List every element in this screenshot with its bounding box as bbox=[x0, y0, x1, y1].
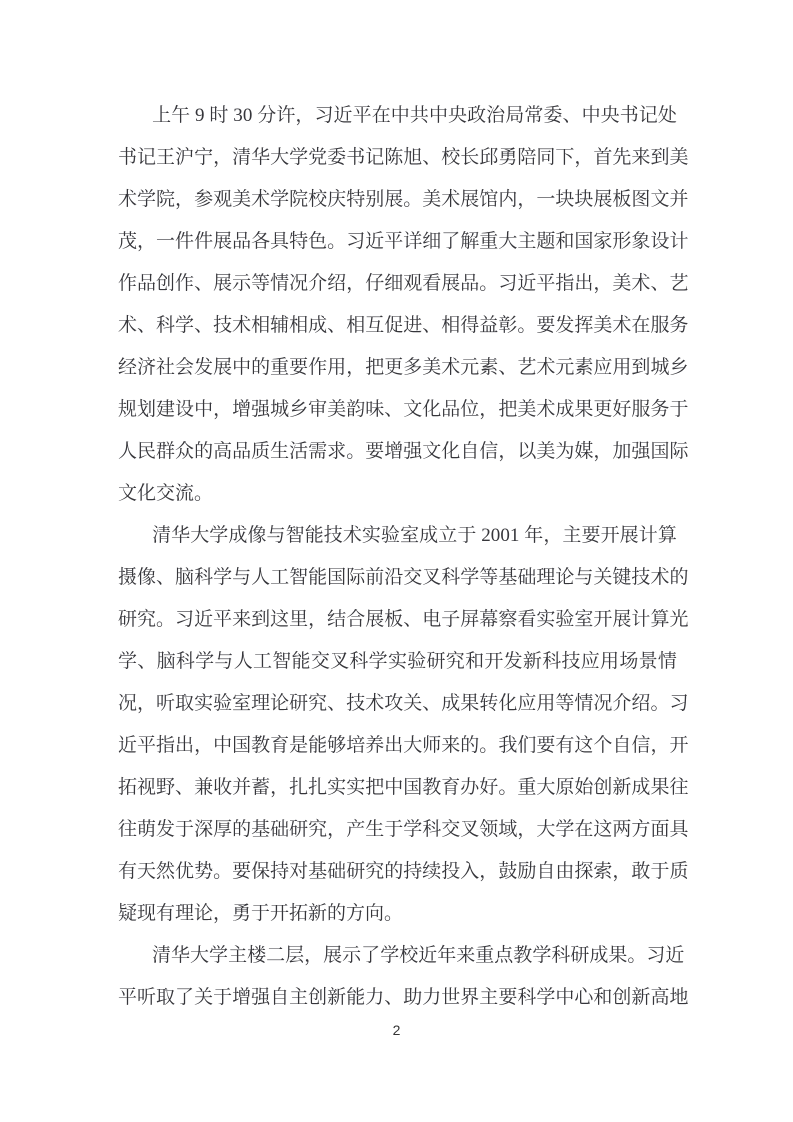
text-line: 摄 像 、 脑 科 学 与 人 工 智 能 国 际 前 沿 交 叉 科 学 等 基 础 理 论 与 关 键 技 术 的 bbox=[118, 567, 689, 588]
text-line: 往 萌 发 于 深 厚 的 基 础 研 究 ， 产 生 于 学 科 交 叉 领 域 ， 大 学 在 这 两 方 面 具 bbox=[118, 819, 689, 840]
text-line: 书 记 王 沪 宁 ， 清 华 大 学 党 委 书 记 陈 旭 、 校 长 邱 勇 陪 同 下 ， 首 先 来 到 美 bbox=[118, 147, 689, 168]
text-line: 文化交流。 bbox=[118, 483, 214, 504]
text-line: 作 品 创 作 、 展 示 等 情 况 介 绍 ， 仔 细 观 看 展 品 。 习 近 平 指 出 ， 美 术 、 艺 bbox=[118, 273, 689, 294]
document-body bbox=[118, 95, 689, 1019]
paragraph bbox=[118, 515, 689, 935]
text-line: 有 天 然 优 势 。 要 保 持 对 基 础 研 究 的 持 续 投 入 ， 鼓 励 自 由 探 索 ， 敢 于 质 bbox=[118, 861, 689, 882]
text-line: 疑现有理论，勇于开拓新的方向。 bbox=[118, 903, 404, 924]
text-line: 规 划 建 设 中 ， 增 强 城 乡 审 美 韵 味 、 文 化 品 位 ， 把 美 术 成 果 更 好 服 务 于 bbox=[118, 399, 689, 420]
text-line: 经 济 社 会 发 展 中 的 重 要 作 用 ， 把 更 多 美 术 元 素 、 艺 术 元 素 应 用 到 城 乡 bbox=[118, 357, 689, 378]
text-line: 上 午 9 时 3 0 分 许 ， 习 近 平 在 中 共 中 央 政 治 局 常 委 、 中 央 书 记 处 bbox=[152, 105, 677, 126]
text-line: 平 听 取 了 关 于 增 强 自 主 创 新 能 力 、 助 力 世 界 主 要 科 学 中 心 和 创 新 高 地 bbox=[118, 987, 689, 1008]
text-line: 拓 视 野 、 兼 收 并 蓄 ， 扎 扎 实 实 把 中 国 教 育 办 好 。 重 大 原 始 创 新 成 果 往 bbox=[118, 777, 689, 798]
text-line: 清 华 大 学 主 楼 二 层 ， 展 示 了 学 校 近 年 来 重 点 教 学 科 研 成 果 。 习 近 bbox=[152, 945, 685, 966]
text-line: 人 民 群 众 的 高 品 质 生 活 需 求 。 要 增 强 文 化 自 信 ， 以 美 为 媒 ， 加 强 国 际 bbox=[118, 441, 689, 462]
paragraph bbox=[118, 935, 689, 1019]
text-line: 术 学 院 ， 参 观 美 术 学 院 校 庆 特 别 展 。 美 术 展 馆 内 ， 一 块 块 展 板 图 文 并 bbox=[118, 189, 689, 210]
text-line: 研 究 。 习 近 平 来 到 这 里 ， 结 合 展 板 、 电 子 屏 幕 察 看 实 验 室 开 展 计 算 光 bbox=[118, 609, 689, 630]
page-number: 2 bbox=[392, 1022, 401, 1038]
text-line: 术 、 科 学 、 技 术 相 辅 相 成 、 相 互 促 进 、 相 得 益 彰 。 要 发 挥 美 术 在 服 务 bbox=[118, 315, 689, 336]
text-line: 学 、 脑 科 学 与 人 工 智 能 交 叉 科 学 实 验 研 究 和 开 发 新 科 技 应 用 场 景 情 bbox=[118, 651, 677, 672]
text-line: 况 ， 听 取 实 验 室 理 论 研 究 、 技 术 攻 关 、 成 果 转 化 应 用 等 情 况 介 绍 。 习 bbox=[118, 693, 689, 714]
paragraph bbox=[118, 95, 689, 515]
text-line: 茂 ， 一 件 件 展 品 各 具 特 色 。 习 近 平 详 细 了 解 重 大 主 题 和 国 家 形 象 设 计 bbox=[118, 231, 689, 252]
text-line: 清 华 大 学 成 像 与 智 能 技 术 实 验 室 成 立 于 2 0 0 1 年 ， 主 要 开 展 计 算 bbox=[152, 525, 677, 546]
text-line: 近 平 指 出 ， 中 国 教 育 是 能 够 培 养 出 大 师 来 的 。 我 们 要 有 这 个 自 信 ， 开 bbox=[118, 735, 689, 756]
